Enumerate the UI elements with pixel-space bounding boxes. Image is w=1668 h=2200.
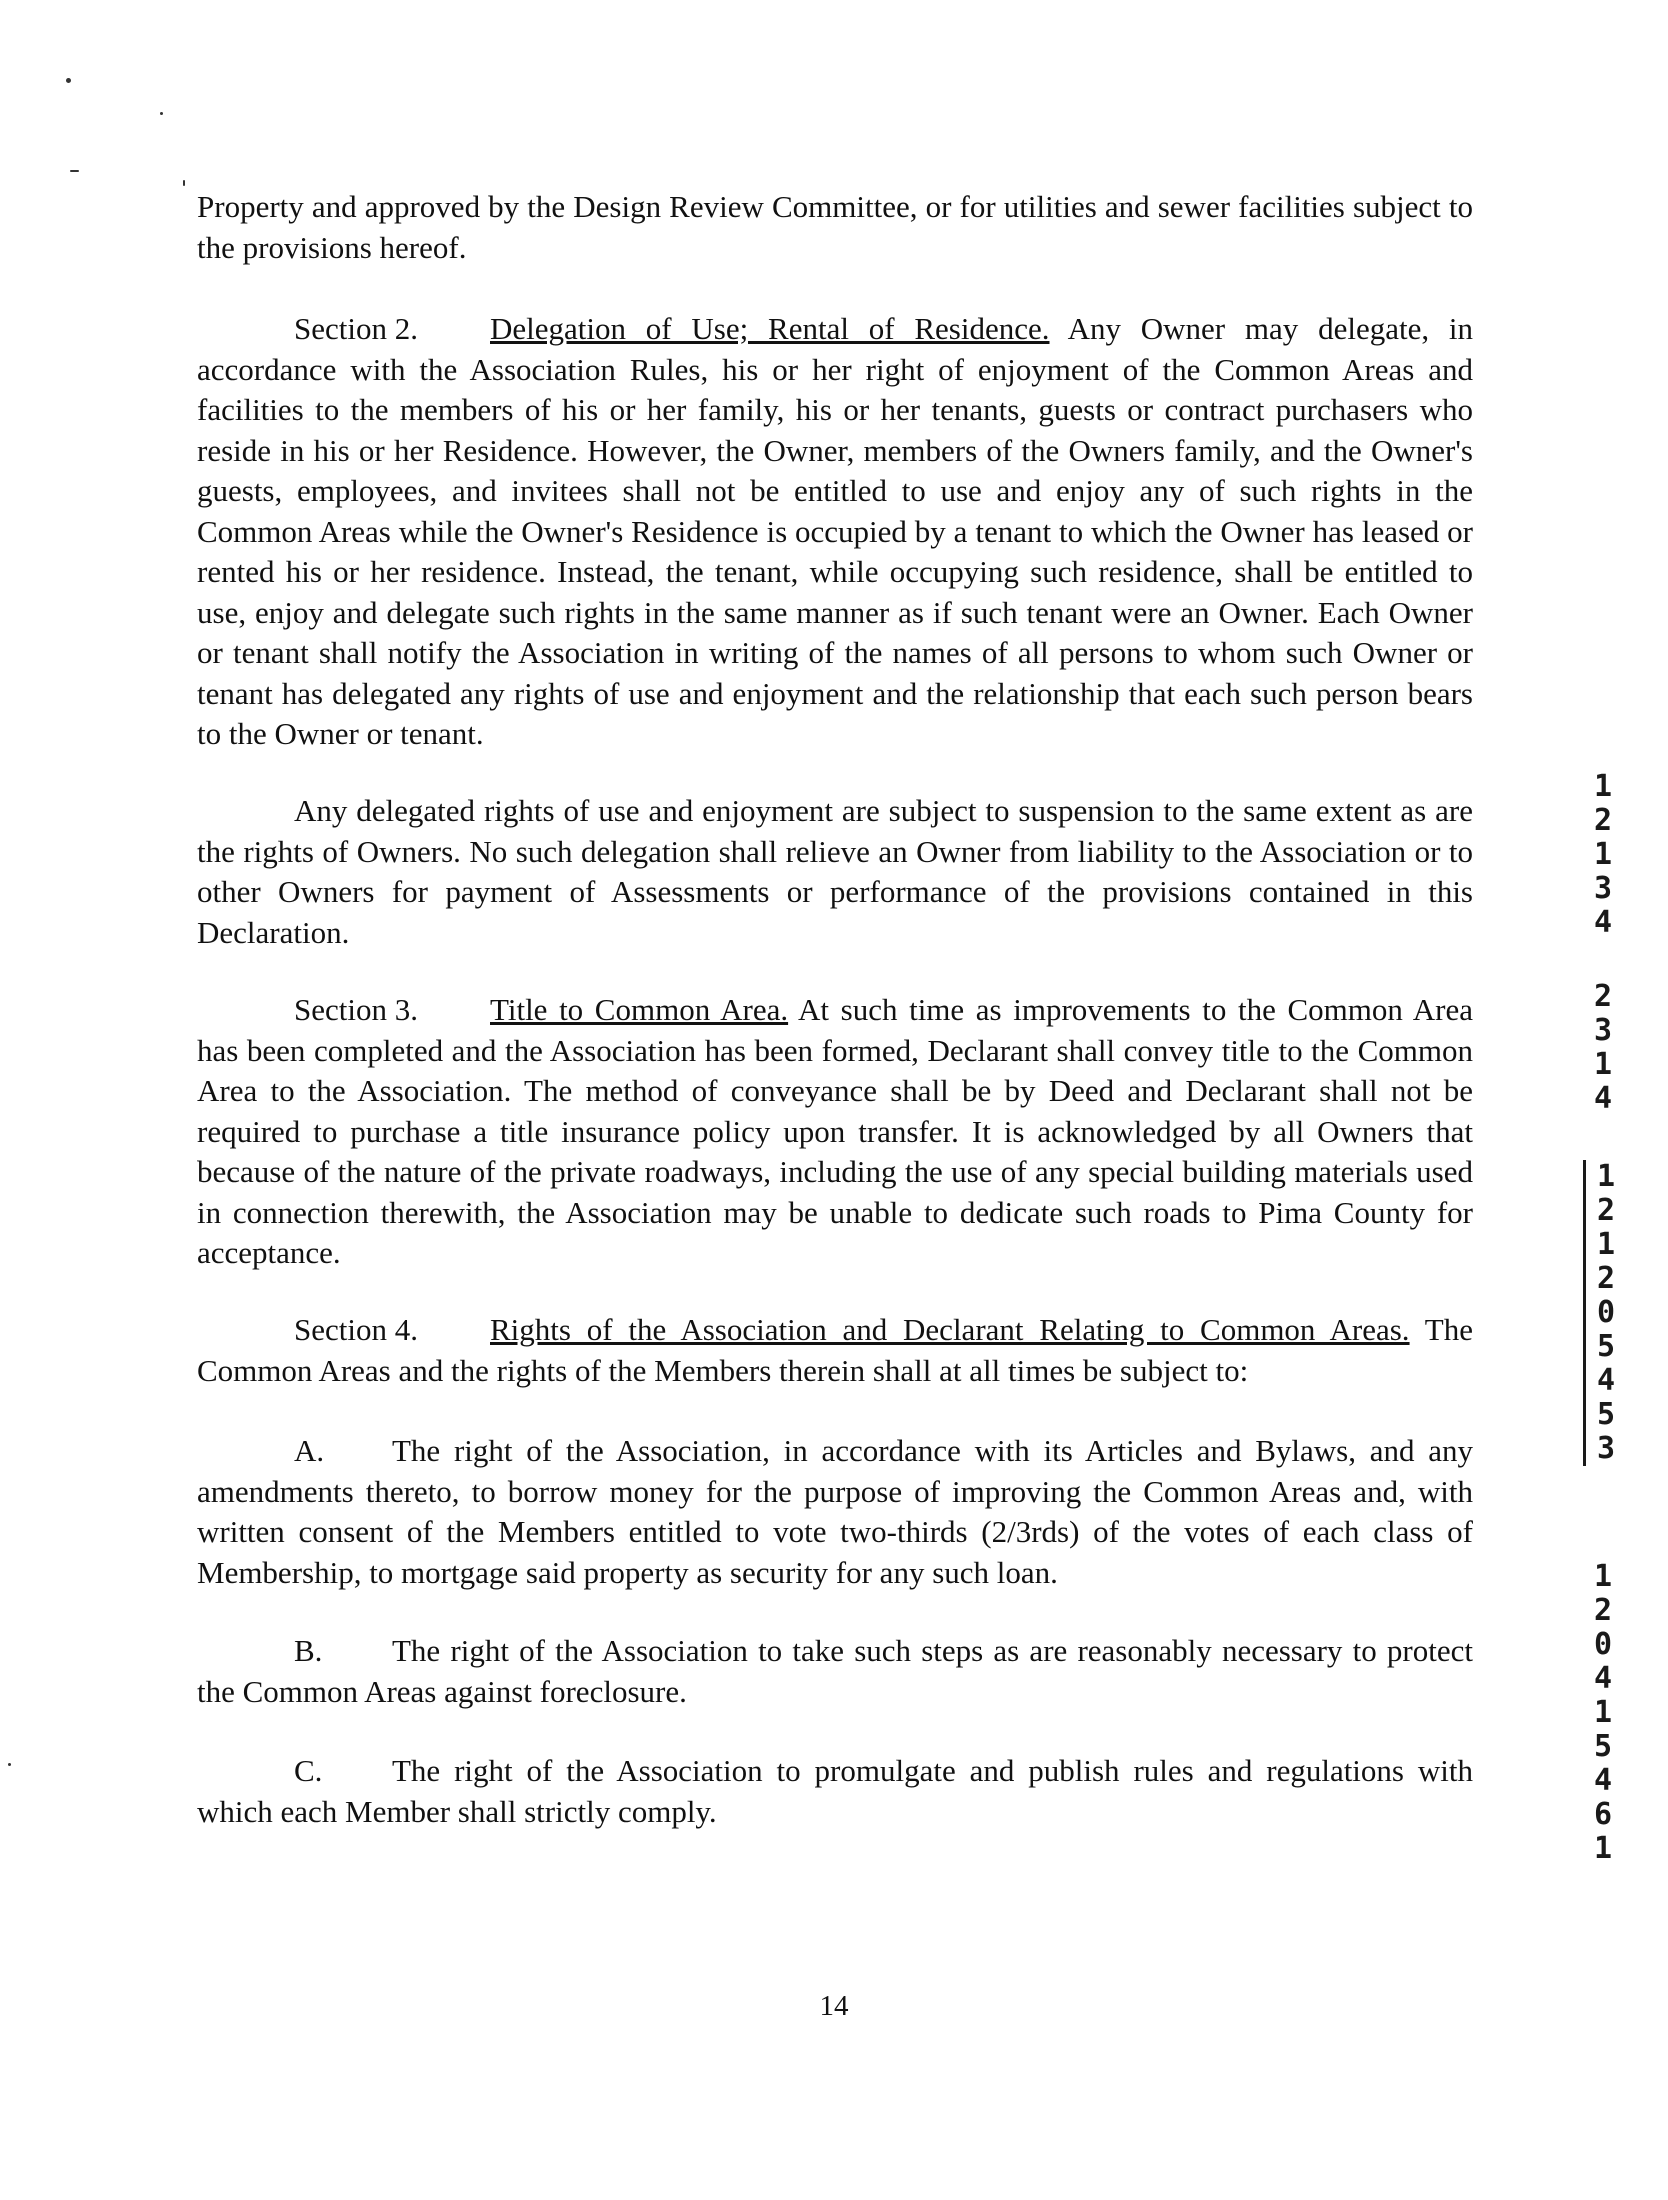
list-item [197, 1751, 1473, 1832]
scan-speck [70, 170, 79, 172]
section-4-paragraph [197, 1310, 1473, 1391]
section-2-paragraph-2: Any delegated rights of use and enjoyment are subject to suspension to the same extent as are the rights of Owners. No such delegation shall relieve an Owner from liability to the Association or to other Owners for payment of Assessments or performance of the provisions contained in this Declaration. [197, 793, 1473, 950]
section-4-label: Section 4. [294, 1312, 418, 1347]
margin-stamp: 1 2 1 2 0 5 4 5 3 [1583, 1160, 1626, 1466]
item-a-label: A. [294, 1433, 325, 1468]
item-b-text: The right of the Association to take such steps as are reasonably necessary to protect the Common Areas against foreclosure. [197, 1633, 1473, 1709]
section-2-title: Delegation of Use; Rental of Residence. [490, 311, 1050, 346]
page-number: 14 [819, 1990, 849, 2022]
item-a-text: The right of the Association, in accordance with its Articles and Bylaws, and any amendments thereto, to borrow money for the purpose of improving the Common Areas and, with written consent of the Members entitled to vote two-thirds (2/3rds) of the votes of each class of Membership, to mortgage said property as security for any such loan. [197, 1433, 1473, 1590]
margin-stamp: 2 3 1 4 [1593, 979, 1613, 1116]
list-item [197, 1631, 1473, 1712]
section-2-body: Any Owner may delegate, in accordance with the Association Rules, his or her right of enjoyment of the Common Areas and facilities to the members of his or her family, his or her tenants, guests or contract purchasers who reside in his or her Residence. However, the Owner, members of the Owners family, and the Owner's guests, employees, and invitees shall not be entitled to use and enjoy any of such rights in the Common Areas while the Owner's Residence is occupied by a tenant to which the Owner has leased or rented his or her residence. Instead, the tenant, while occupying such residence, shall be entitled to use, enjoy and delegate such rights in the same manner as if such tenant were an Owner. Each Owner or tenant shall notify the Association in writing of the names of all persons to whom such Owner or tenant has delegated any rights of use and enjoyment and the relationship that each such person bears to the Owner or tenant. [197, 311, 1473, 751]
item-c-text: The right of the Association to promulgate and publish rules and regulations with which each Member shall strictly comply. [197, 1753, 1473, 1829]
scan-speck [8, 1763, 11, 1766]
section-3-label: Section 3. [294, 992, 418, 1027]
scan-speck [160, 112, 163, 115]
section-3-title: Title to Common Area. [490, 992, 789, 1027]
section-4-body: The Common Areas and the rights of the Members therein shall at all times be subject to: [197, 1312, 1473, 1388]
section-2-paragraph [197, 309, 1473, 755]
scan-speck [183, 180, 185, 186]
section-3-paragraph [197, 990, 1473, 1274]
continuation-paragraph: Property and approved by the Design Review Committee, or for utilities and sewer facilities subject to the provisions hereof. [197, 189, 1473, 265]
item-c-label: C. [294, 1753, 323, 1788]
list-item [197, 1431, 1473, 1593]
margin-stamp: 1 2 1 3 4 [1593, 769, 1613, 940]
section-3-body: At such time as improvements to the Common Area has been completed and the Association has been formed, Declarant shall convey title to the Common Area to the Association. The method of conveyance shall be by Deed and Declarant shall not be required to purchase a title insurance policy upon transfer. It is acknowledged by all Owners that because of the nature of the private roadways, including the use of any special building materials used in connection therewith, the Association may be unable to dedicate such roads to Pima County for acceptance. [197, 992, 1473, 1270]
item-b-label: B. [294, 1633, 323, 1668]
margin-stamp: 1 2 0 4 1 5 4 6 1 [1593, 1559, 1613, 1866]
section-2-label: Section 2. [294, 311, 418, 346]
section-4-title: Rights of the Association and Declarant Relating to Common Areas. [490, 1312, 1410, 1347]
scan-speck [66, 78, 71, 83]
